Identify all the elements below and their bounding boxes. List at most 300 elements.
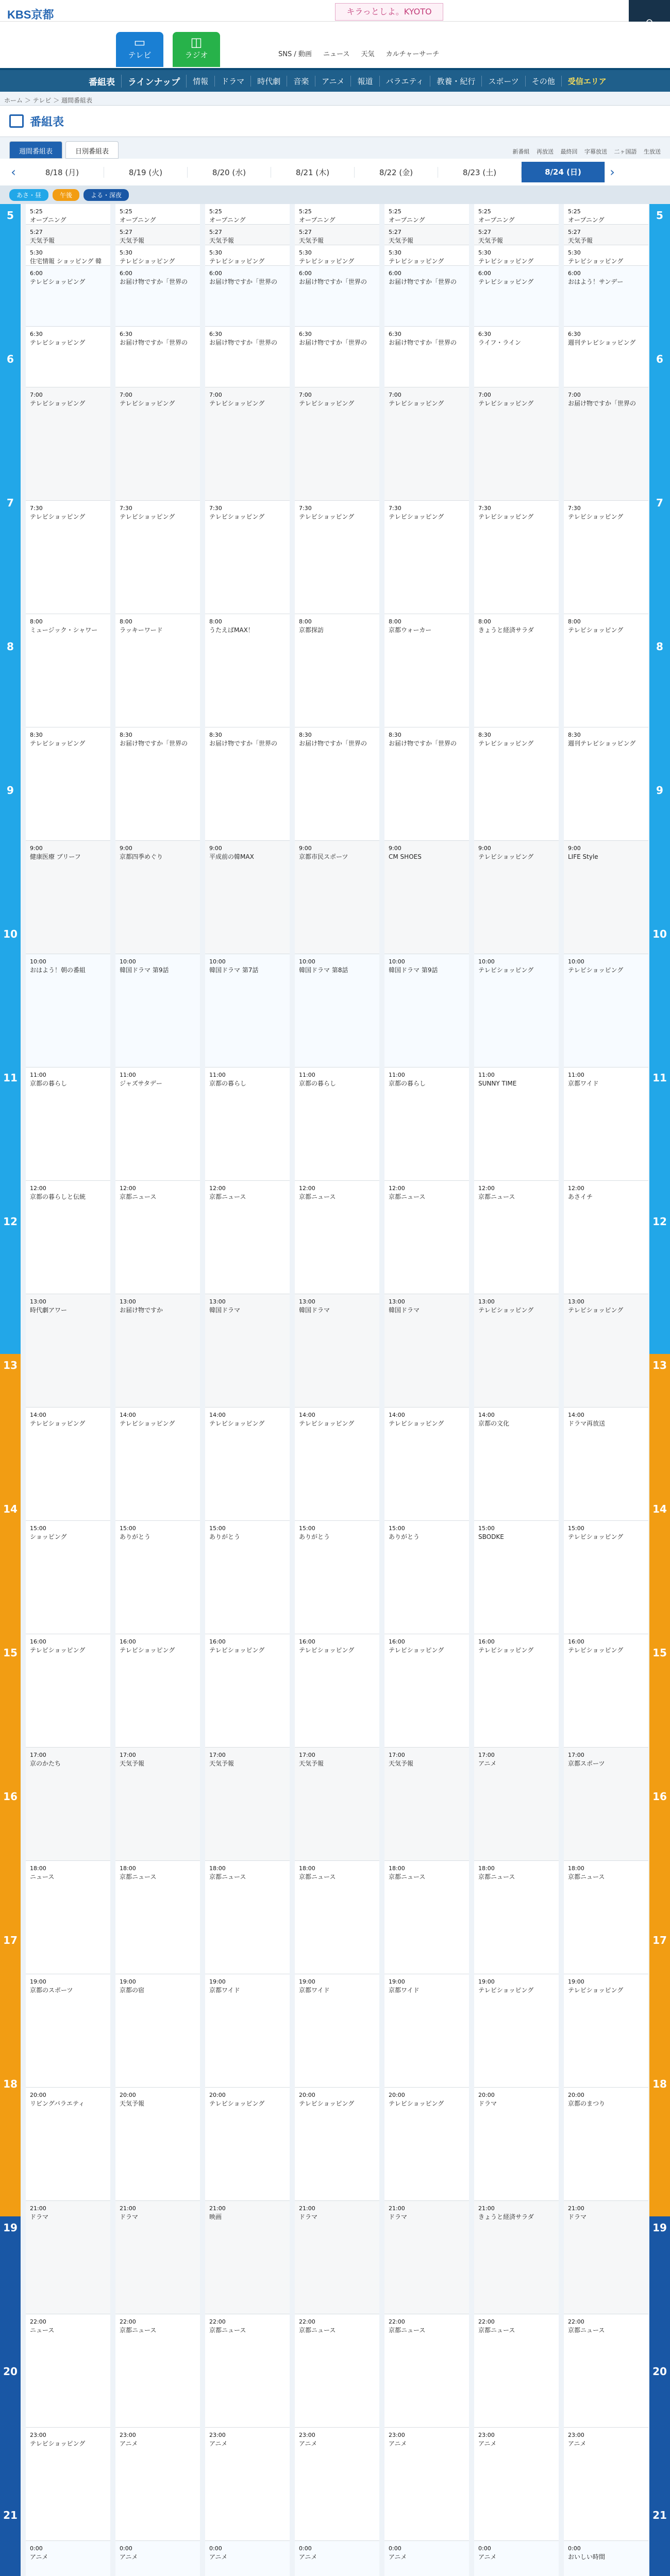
program-cell[interactable] — [295, 954, 379, 1067]
program-cell[interactable] — [564, 614, 648, 727]
nav-item[interactable]: ラインナップ — [122, 75, 187, 88]
program-cell[interactable] — [384, 266, 469, 327]
day-column — [294, 204, 380, 2576]
program-time: 17:00 — [299, 1752, 315, 1758]
program-cell[interactable] — [26, 266, 110, 327]
program-time: 9:00 — [478, 845, 491, 852]
program-cell[interactable] — [564, 1748, 648, 1861]
program-title: ありがとう — [120, 1533, 151, 1540]
program-cell[interactable] — [26, 387, 110, 501]
program-cell[interactable] — [564, 1294, 648, 1408]
nav-item[interactable]: スポーツ — [482, 76, 525, 87]
program-time: 8:00 — [478, 618, 491, 625]
program-title: アニメ — [478, 2440, 497, 2447]
hour-label: 19 — [649, 2216, 670, 2360]
program-cell[interactable] — [205, 204, 290, 225]
program-cell[interactable] — [115, 2088, 200, 2201]
program-cell[interactable] — [384, 1408, 469, 1521]
program-cell[interactable] — [115, 245, 200, 266]
program-time: 12:00 — [299, 1185, 315, 1192]
program-time: 7:00 — [568, 392, 581, 398]
program-time: 19:00 — [209, 1978, 226, 1985]
program-cell[interactable] — [205, 614, 290, 727]
program-cell[interactable] — [295, 1861, 379, 1974]
program-cell[interactable] — [115, 501, 200, 614]
program-title: 映画 — [209, 2213, 222, 2221]
program-title: 京都ニュース — [209, 1193, 246, 1200]
program-cell[interactable] — [564, 2541, 648, 2576]
band-afternoon[interactable]: 午後 — [53, 189, 79, 201]
program-cell[interactable] — [26, 245, 110, 266]
tab-radio-label: ラジオ — [185, 50, 208, 60]
program-time: 5:27 — [389, 229, 401, 235]
program-cell[interactable] — [384, 2201, 469, 2314]
program-cell[interactable] — [205, 387, 290, 501]
program-time: 11:00 — [30, 1072, 46, 1078]
program-cell[interactable] — [564, 1181, 648, 1294]
program-cell[interactable] — [384, 954, 469, 1067]
program-title: ドラマ — [568, 2213, 587, 2221]
program-cell[interactable] — [384, 2428, 469, 2541]
program-cell[interactable] — [205, 2314, 290, 2428]
program-cell[interactable] — [295, 2201, 379, 2314]
program-title: 京都ニュース — [478, 1873, 515, 1880]
program-cell[interactable] — [205, 266, 290, 327]
program-time: 8:30 — [478, 732, 491, 738]
program-cell[interactable] — [205, 1861, 290, 1974]
program-cell[interactable] — [564, 501, 648, 614]
program-time: 20:00 — [478, 2092, 495, 2098]
program-title: テレビショッピング — [209, 1647, 265, 1654]
program-title: 京都探訪 — [299, 626, 324, 634]
nav-item[interactable]: アニメ — [315, 76, 351, 87]
program-cell[interactable] — [384, 501, 469, 614]
program-cell[interactable] — [295, 2541, 379, 2576]
date-tab-active[interactable]: 8/24 (日) — [522, 162, 605, 182]
program-cell[interactable] — [205, 2088, 290, 2201]
program-cell[interactable] — [564, 2088, 648, 2201]
program-time: 10:00 — [478, 958, 495, 965]
program-title: きょうと経済サラダ — [478, 626, 534, 634]
date-tab[interactable]: 8/18 (月) — [21, 167, 104, 178]
program-title: 京都スポーツ — [568, 1760, 605, 1767]
program-cell[interactable] — [26, 327, 110, 387]
program-cell[interactable] — [26, 1408, 110, 1521]
program-title: 京都の暮らし — [299, 1080, 337, 1087]
program-cell[interactable] — [474, 245, 559, 266]
program-cell[interactable] — [115, 2314, 200, 2428]
program-cell[interactable] — [26, 2314, 110, 2428]
program-time: 10:00 — [120, 958, 136, 965]
nav-item[interactable]: その他 — [526, 76, 562, 87]
program-cell[interactable] — [474, 2088, 559, 2201]
program-cell[interactable] — [384, 1748, 469, 1861]
program-time: 13:00 — [30, 1298, 46, 1305]
program-cell[interactable] — [564, 2314, 648, 2428]
program-cell[interactable] — [384, 1067, 469, 1181]
band-morning[interactable]: あさ・昼 — [9, 189, 48, 201]
program-cell[interactable] — [26, 1181, 110, 1294]
program-cell[interactable] — [26, 1634, 110, 1748]
program-cell[interactable] — [115, 225, 200, 245]
program-cell[interactable] — [205, 1521, 290, 1634]
program-time: 0:00 — [568, 2545, 581, 2552]
tab-tv[interactable] — [116, 32, 163, 67]
program-cell[interactable] — [26, 1974, 110, 2088]
program-cell[interactable] — [295, 1181, 379, 1294]
program-title: 京都ニュース — [478, 1193, 515, 1200]
program-time: 21:00 — [478, 2205, 495, 2212]
program-cell[interactable] — [115, 2428, 200, 2541]
program-title: SBODKE — [478, 1533, 504, 1540]
program-time: 23:00 — [389, 2432, 405, 2438]
link-culture[interactable]: カルチャーサーチ — [386, 50, 440, 58]
program-cell[interactable] — [474, 1521, 559, 1634]
program-time: 5:27 — [120, 229, 132, 235]
program-cell[interactable] — [205, 327, 290, 387]
program-cell[interactable] — [474, 387, 559, 501]
program-cell[interactable] — [384, 614, 469, 727]
hour-label: 8 — [649, 635, 670, 779]
program-cell[interactable] — [564, 266, 648, 327]
program-cell[interactable] — [564, 1861, 648, 1974]
program-cell[interactable] — [205, 1408, 290, 1521]
hour-label: 16 — [0, 1785, 21, 1929]
program-cell[interactable] — [115, 954, 200, 1067]
program-cell[interactable] — [26, 501, 110, 614]
link-weather[interactable]: 天気 — [361, 50, 375, 58]
program-cell[interactable] — [564, 954, 648, 1067]
program-cell[interactable] — [115, 204, 200, 225]
program-time: 7:30 — [568, 505, 581, 512]
breadcrumb: ホーム ＞ テレビ ＞ 週間番組表 — [4, 97, 93, 104]
program-time: 12:00 — [120, 1185, 136, 1192]
hour-label: 5 — [0, 204, 21, 348]
program-cell[interactable] — [295, 614, 379, 727]
program-title: テレビショッピング — [568, 1307, 624, 1314]
program-title: 京都のまつり — [568, 2100, 606, 2107]
program-cell[interactable] — [26, 1067, 110, 1181]
promo-banner[interactable]: キラっとしよ。KYOTO — [335, 3, 443, 21]
program-cell[interactable] — [384, 225, 469, 245]
program-time: 18:00 — [568, 1865, 584, 1872]
program-cell[interactable] — [295, 2088, 379, 2201]
program-title: ドラマ — [478, 2100, 497, 2107]
nav-item[interactable]: 受信エリア — [567, 76, 607, 86]
program-cell[interactable] — [26, 727, 110, 841]
date-tab[interactable]: 8/20 (水) — [188, 167, 271, 178]
program-cell[interactable] — [115, 2201, 200, 2314]
program-time: 22:00 — [30, 2318, 46, 2325]
program-cell[interactable] — [115, 1521, 200, 1634]
program-time: 19:00 — [299, 1978, 315, 1985]
program-cell[interactable] — [474, 327, 559, 387]
program-cell[interactable] — [474, 204, 559, 225]
program-cell[interactable] — [564, 2428, 648, 2541]
program-cell[interactable] — [205, 2201, 290, 2314]
program-cell[interactable] — [26, 841, 110, 954]
program-cell[interactable] — [384, 2541, 469, 2576]
program-cell[interactable] — [474, 1861, 559, 1974]
program-cell[interactable] — [26, 225, 110, 245]
program-cell[interactable] — [564, 1408, 648, 1521]
program-cell[interactable] — [384, 245, 469, 266]
program-cell[interactable] — [115, 327, 200, 387]
program-title: テレビショッピング — [478, 513, 534, 520]
program-cell[interactable] — [295, 266, 379, 327]
program-cell[interactable] — [115, 1181, 200, 1294]
hour-label: 21 — [0, 2504, 21, 2576]
program-cell[interactable] — [564, 1974, 648, 2088]
program-cell[interactable] — [564, 1634, 648, 1748]
program-cell[interactable] — [474, 1294, 559, 1408]
program-cell[interactable] — [474, 1408, 559, 1521]
program-title: 天気予報 — [299, 1760, 324, 1767]
program-cell[interactable] — [295, 1748, 379, 1861]
program-cell[interactable] — [115, 727, 200, 841]
tab-radio[interactable] — [173, 32, 220, 67]
program-cell[interactable] — [564, 727, 648, 841]
program-title: 京都の暮らしと伝統 — [30, 1193, 86, 1200]
program-cell[interactable] — [295, 327, 379, 387]
top-bar — [0, 0, 670, 22]
program-cell[interactable] — [295, 501, 379, 614]
program-cell[interactable] — [205, 1067, 290, 1181]
program-time: 10:00 — [389, 958, 405, 965]
program-cell[interactable] — [474, 954, 559, 1067]
program-cell[interactable] — [384, 1294, 469, 1408]
program-cell[interactable] — [295, 1294, 379, 1408]
program-cell[interactable] — [384, 387, 469, 501]
link-sns[interactable]: SNS / 動画 — [278, 50, 312, 58]
program-time: 8:30 — [120, 732, 132, 738]
program-cell[interactable] — [384, 1634, 469, 1748]
program-cell[interactable] — [474, 2201, 559, 2314]
program-cell[interactable] — [295, 841, 379, 954]
program-cell[interactable] — [474, 2428, 559, 2541]
program-cell[interactable] — [474, 2541, 559, 2576]
tab-daily[interactable]: 日別番組表 — [65, 141, 119, 159]
program-cell[interactable] — [26, 1861, 110, 1974]
program-cell[interactable] — [205, 1294, 290, 1408]
program-cell[interactable] — [115, 1861, 200, 1974]
program-time: 8:30 — [209, 732, 222, 738]
program-cell[interactable] — [205, 954, 290, 1067]
program-cell[interactable] — [474, 225, 559, 245]
program-time: 6:00 — [478, 270, 491, 277]
program-time: 21:00 — [209, 2205, 226, 2212]
program-title: テレビショッピング — [209, 513, 265, 520]
program-cell[interactable] — [295, 1974, 379, 2088]
program-title: アニメ — [389, 2553, 407, 2561]
program-cell[interactable] — [115, 1408, 200, 1521]
program-cell[interactable] — [295, 1634, 379, 1748]
program-time: 22:00 — [299, 2318, 315, 2325]
program-time: 14:00 — [209, 1412, 226, 1418]
nav-item[interactable]: 教養・紀行 — [430, 76, 482, 87]
program-cell[interactable] — [564, 387, 648, 501]
date-tab[interactable]: 8/23 (土) — [438, 167, 522, 178]
program-cell[interactable] — [205, 1974, 290, 2088]
nav-item[interactable]: 時代劇 — [251, 76, 287, 87]
program-cell[interactable] — [474, 501, 559, 614]
program-title: 天気予報 — [209, 237, 234, 244]
program-cell[interactable] — [26, 2428, 110, 2541]
program-cell[interactable] — [26, 614, 110, 727]
program-cell[interactable] — [205, 2541, 290, 2576]
nav-item[interactable]: 報道 — [351, 76, 379, 87]
program-cell[interactable] — [474, 266, 559, 327]
program-cell[interactable] — [384, 1521, 469, 1634]
program-cell[interactable] — [474, 727, 559, 841]
program-cell[interactable] — [474, 841, 559, 954]
program-cell[interactable] — [115, 2541, 200, 2576]
date-tab[interactable]: 8/22 (金) — [355, 167, 438, 178]
program-cell[interactable] — [384, 204, 469, 225]
program-time: 5:30 — [478, 249, 491, 256]
program-cell[interactable] — [26, 2201, 110, 2314]
program-cell[interactable] — [205, 501, 290, 614]
prev-week-arrow[interactable]: ‹ — [11, 165, 16, 179]
program-cell[interactable] — [564, 1067, 648, 1181]
program-cell[interactable] — [295, 1408, 379, 1521]
tab-weekly[interactable]: 週間番組表 — [9, 141, 62, 159]
program-cell[interactable] — [295, 245, 379, 266]
program-cell[interactable] — [295, 1067, 379, 1181]
program-cell[interactable] — [295, 2314, 379, 2428]
program-cell[interactable] — [205, 727, 290, 841]
program-time: 7:30 — [299, 505, 312, 512]
nav-item[interactable]: 音楽 — [287, 76, 315, 87]
hour-label: 18 — [649, 2073, 670, 2216]
date-tab[interactable]: 8/19 (火) — [104, 167, 188, 178]
program-title: 京都の暮らし — [209, 1080, 247, 1087]
program-time: 5:27 — [209, 229, 222, 235]
nav-item[interactable]: 情報 — [187, 76, 215, 87]
program-cell[interactable] — [564, 2201, 648, 2314]
program-time: 19:00 — [120, 1978, 136, 1985]
nav-item[interactable]: ドラマ — [215, 76, 251, 87]
program-cell[interactable] — [564, 204, 648, 225]
program-time: 5:25 — [389, 208, 401, 215]
program-cell[interactable] — [384, 2088, 469, 2201]
program-cell[interactable] — [205, 841, 290, 954]
program-cell[interactable] — [115, 387, 200, 501]
program-cell[interactable] — [474, 1748, 559, 1861]
kbs-logo[interactable]: KBS京都 — [7, 8, 54, 21]
program-cell[interactable] — [205, 245, 290, 266]
next-week-arrow[interactable]: › — [610, 165, 615, 179]
program-cell[interactable] — [26, 1748, 110, 1861]
program-cell[interactable] — [474, 1634, 559, 1748]
program-cell[interactable] — [205, 225, 290, 245]
band-night[interactable]: よる・深夜 — [83, 189, 129, 201]
program-cell[interactable] — [564, 841, 648, 954]
hour-label: 19 — [0, 2216, 21, 2360]
program-cell[interactable] — [205, 1634, 290, 1748]
program-time: 22:00 — [389, 2318, 405, 2325]
program-cell[interactable] — [26, 204, 110, 225]
program-title: テレビショッピング — [389, 1420, 444, 1427]
program-cell[interactable] — [205, 1748, 290, 1861]
date-tab[interactable]: 8/21 (木) — [271, 167, 355, 178]
program-time: 13:00 — [568, 1298, 584, 1305]
program-title: 京都ニュース — [120, 1193, 157, 1200]
program-cell[interactable] — [26, 954, 110, 1067]
program-cell[interactable] — [384, 2314, 469, 2428]
program-cell[interactable] — [205, 1181, 290, 1294]
program-cell[interactable] — [474, 2314, 559, 2428]
program-cell[interactable] — [26, 2088, 110, 2201]
program-cell[interactable] — [564, 1521, 648, 1634]
program-cell[interactable] — [564, 327, 648, 387]
program-title: 京都のスポーツ — [30, 1987, 73, 1994]
program-title: ラッキーワード — [120, 626, 163, 634]
program-title: テレビショッピング — [299, 513, 355, 520]
program-cell[interactable] — [115, 1067, 200, 1181]
program-cell[interactable] — [115, 841, 200, 954]
hour-label: 20 — [649, 2360, 670, 2504]
program-title: アニメ — [209, 2553, 228, 2561]
program-cell[interactable] — [295, 387, 379, 501]
program-time: 5:30 — [568, 249, 581, 256]
program-cell[interactable] — [564, 245, 648, 266]
program-cell[interactable] — [295, 1521, 379, 1634]
program-time: 7:00 — [389, 392, 401, 398]
program-time: 23:00 — [30, 2432, 46, 2438]
program-cell[interactable] — [115, 1748, 200, 1861]
program-cell[interactable] — [295, 225, 379, 245]
program-cell[interactable] — [115, 1294, 200, 1408]
program-time: 9:00 — [299, 845, 312, 852]
program-cell[interactable] — [474, 614, 559, 727]
program-cell[interactable] — [384, 327, 469, 387]
program-title: テレビショッピング — [389, 513, 444, 520]
nav-item[interactable]: 番組表 — [82, 75, 122, 88]
link-news[interactable]: ニュース — [323, 50, 350, 58]
program-cell[interactable] — [26, 2541, 110, 2576]
page-title: 番組表 — [30, 115, 64, 129]
program-time: 17:00 — [478, 1752, 495, 1758]
program-cell[interactable] — [26, 1521, 110, 1634]
program-cell[interactable] — [384, 1181, 469, 1294]
program-cell[interactable] — [205, 2428, 290, 2541]
program-cell[interactable] — [295, 2428, 379, 2541]
program-cell[interactable] — [115, 1974, 200, 2088]
program-cell[interactable] — [384, 727, 469, 841]
program-cell[interactable] — [474, 1974, 559, 2088]
program-time: 7:00 — [120, 392, 132, 398]
program-cell[interactable] — [115, 1634, 200, 1748]
program-cell[interactable] — [295, 727, 379, 841]
program-title: 天気予報 — [568, 237, 593, 244]
program-cell[interactable] — [115, 614, 200, 727]
nav-item[interactable]: バラエティ — [380, 76, 431, 87]
program-cell[interactable] — [115, 266, 200, 327]
day-column — [204, 204, 291, 2576]
program-cell[interactable] — [474, 1067, 559, 1181]
program-cell[interactable] — [384, 1861, 469, 1974]
program-time: 12:00 — [478, 1185, 495, 1192]
program-cell[interactable] — [474, 1181, 559, 1294]
program-cell[interactable] — [26, 1294, 110, 1408]
program-cell[interactable] — [295, 204, 379, 225]
program-title: 天気予報 — [389, 237, 414, 244]
program-cell[interactable] — [384, 841, 469, 954]
program-time: 16:00 — [568, 1638, 584, 1645]
program-cell[interactable] — [564, 225, 648, 245]
program-cell[interactable] — [384, 1974, 469, 2088]
